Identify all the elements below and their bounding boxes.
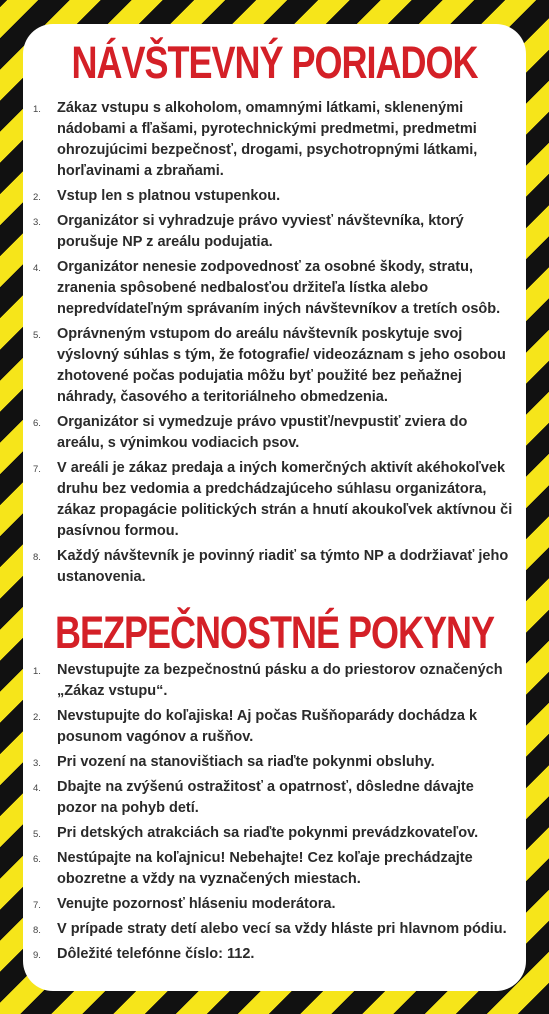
rule-item bbox=[33, 919, 513, 940]
rule-item bbox=[33, 546, 513, 588]
rule-text: Zákaz vstupu s alkoholom, omamnými látkami, sklenenými nádobami a fľašami, pyrotechnickými predmetmi, predmetmi ohrozujúcimi bezpečnosť, drogami, psychotropnými látkami, horľavinami a zbraňami. bbox=[57, 100, 478, 179]
rule-text: Venujte pozornosť hláseniu moderátora. bbox=[57, 896, 336, 912]
rule-number: 4. bbox=[33, 783, 41, 794]
rule-item bbox=[33, 848, 513, 890]
rule-number: 3. bbox=[33, 758, 41, 769]
rule-number: 1. bbox=[33, 666, 41, 677]
rule-text: Dbajte na zvýšenú ostražitosť a opatrnosť, dôsledne dávajte pozor na pohyb detí. bbox=[57, 779, 474, 816]
rule-number: 4. bbox=[33, 263, 41, 274]
rule-item bbox=[33, 752, 513, 773]
rule-text: Dôležité telefónne číslo: 112. bbox=[57, 946, 255, 962]
rule-text: V prípade straty detí alebo vecí sa vždy hláste pri hlavnom pódiu. bbox=[57, 921, 507, 937]
rule-text: Organizátor si vymedzuje právo vpustiť/nevpustiť zviera do areálu, s výnimkou vodiacich psov. bbox=[57, 414, 468, 451]
visitor-rules-list bbox=[33, 98, 513, 592]
rule-number: 5. bbox=[33, 829, 41, 840]
rule-text: Nestúpajte na koľajnicu! Nebehajte! Cez koľaje prechádzajte obozretne a vždy na vyznačených miestach. bbox=[57, 850, 473, 887]
rule-text: Nevstupujte do koľajiska! Aj počas Rušňoparády dochádza k posunom vagónov a rušňov. bbox=[57, 708, 478, 745]
visitor-rules-title: NÁVŠTEVNÝ PORIADOK bbox=[71, 36, 478, 88]
rule-item bbox=[33, 706, 513, 748]
rule-item bbox=[33, 412, 513, 454]
rule-number: 2. bbox=[33, 192, 41, 203]
rule-number: 1. bbox=[33, 104, 41, 115]
rule-text: Organizátor si vyhradzuje právo vyviesť návštevníka, ktorý porušuje NP z areálu podujatia. bbox=[57, 213, 464, 250]
rule-item bbox=[33, 211, 513, 253]
rule-number: 9. bbox=[33, 950, 41, 961]
rule-item bbox=[33, 777, 513, 819]
rule-number: 6. bbox=[33, 418, 41, 429]
rule-number: 5. bbox=[33, 330, 41, 341]
rule-text: V areáli je zákaz predaja a iných komerčných aktivít akéhokoľvek druhu bez vedomia a predchádzajúceho súhlasu organizátora, zákaz propagácie politických strán a hnutí akoukoľvek aktívnou či pasívnou formou. bbox=[57, 460, 513, 539]
rule-number: 2. bbox=[33, 712, 41, 723]
notice-panel bbox=[23, 24, 526, 991]
safety-instructions-title: BEZPEČNOSTNÉ POKYNY bbox=[54, 606, 495, 658]
rule-text: Vstup len s platnou vstupenkou. bbox=[57, 188, 281, 204]
rule-item bbox=[33, 257, 513, 320]
rule-number: 8. bbox=[33, 925, 41, 936]
rule-number: 6. bbox=[33, 854, 41, 865]
rule-item bbox=[33, 823, 513, 844]
rule-number: 7. bbox=[33, 900, 41, 911]
rule-item bbox=[33, 98, 513, 182]
rule-text: Každý návštevník je povinný riadiť sa týmto NP a dodržiavať jeho ustanovenia. bbox=[57, 548, 509, 585]
rule-item bbox=[33, 324, 513, 408]
rule-item bbox=[33, 186, 513, 207]
rule-text: Pri detských atrakciách sa riaďte pokynmi prevádzkovateľov. bbox=[57, 825, 479, 841]
rule-text: Oprávneným vstupom do areálu návštevník poskytuje svoj výslovný súhlas s tým, že fotografie/ videozáznam s jeho osobou zhotovené počas podujatia môžu byť použité bez peňažnej náhrady, časového a teritoriálneho obmedzenia. bbox=[57, 326, 506, 405]
rule-number: 3. bbox=[33, 217, 41, 228]
rule-text: Organizátor nenesie zodpovednosť za osobné škody, stratu, zranenia spôsobené nedbalosťou držiteľa lístka alebo nepredvídateľným správaním iných návštevníkov a tretích osôb. bbox=[57, 259, 501, 317]
rule-item bbox=[33, 944, 513, 965]
rule-number: 8. bbox=[33, 552, 41, 563]
safety-instructions-list bbox=[33, 660, 513, 969]
rule-item bbox=[33, 894, 513, 915]
rule-number: 7. bbox=[33, 464, 41, 475]
rule-text: Pri vození na stanovištiach sa riaďte pokynmi obsluhy. bbox=[57, 754, 435, 770]
rule-item bbox=[33, 458, 513, 542]
rule-item bbox=[33, 660, 513, 702]
rule-text: Nevstupujte za bezpečnostnú pásku a do priestorov označených „Zákaz vstupu“. bbox=[57, 662, 503, 699]
